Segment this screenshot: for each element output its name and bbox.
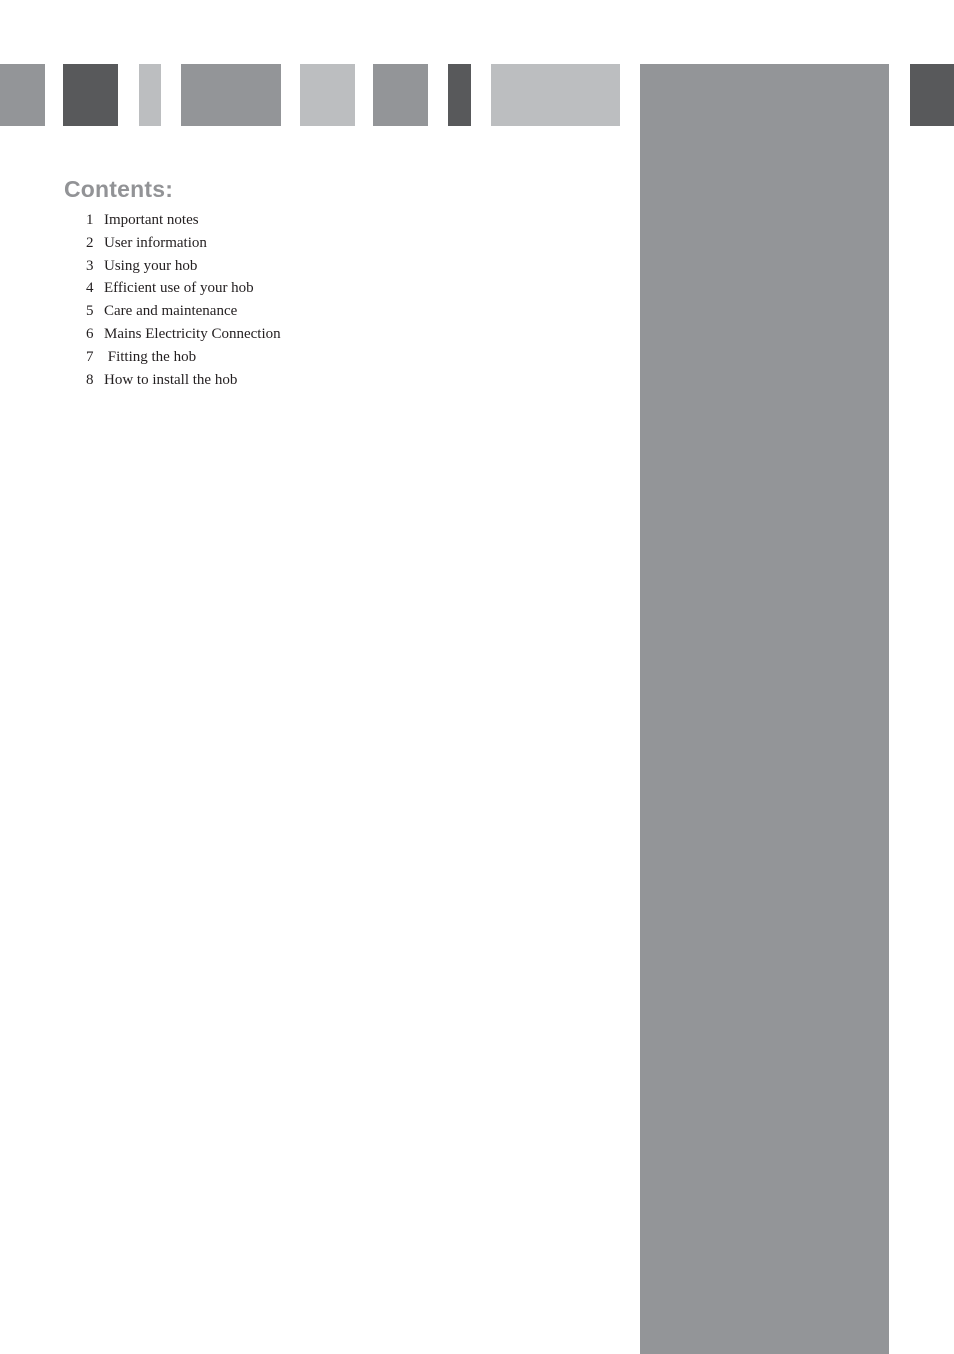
contents-item-number: 3 [86, 257, 94, 274]
contents-item [86, 346, 584, 369]
contents-item-number: 1 [86, 212, 94, 228]
contents-section [64, 176, 584, 391]
contents-item-label: Fitting the hob [104, 348, 197, 365]
header-block-3 [139, 64, 161, 126]
contents-item-number: 7 [86, 348, 94, 365]
contents-list [64, 209, 584, 391]
contents-item [86, 300, 584, 323]
contents-title: Contents: [64, 176, 174, 202]
contents-item-label: Care and maintenance [104, 303, 238, 320]
contents-item-label: Efficient use of your hob [104, 280, 254, 297]
contents-item-label: Mains Electricity Connection [104, 325, 281, 342]
sidebar-panel [640, 64, 889, 1354]
contents-item-number: 4 [86, 280, 94, 297]
contents-item-number: 6 [86, 325, 94, 342]
header-block-9 [910, 64, 954, 126]
contents-item-number: 2 [86, 234, 94, 251]
contents-item-label: User information [104, 234, 207, 251]
contents-item [86, 232, 584, 255]
contents-item-label: Important notes [104, 212, 199, 228]
contents-item [86, 323, 584, 346]
contents-item [86, 255, 584, 278]
header-block-7 [448, 64, 471, 126]
contents-item [86, 209, 584, 232]
contents-item [86, 277, 584, 300]
header-block-4 [181, 64, 281, 126]
header-block-2 [63, 64, 118, 126]
header-block-5 [300, 64, 355, 126]
contents-item-number: 8 [86, 371, 94, 388]
contents-item [86, 369, 584, 392]
header-block-8 [491, 64, 620, 126]
contents-item-label: Using your hob [104, 257, 198, 274]
contents-item-number: 5 [86, 303, 94, 320]
header-block-6 [373, 64, 428, 126]
contents-item-label: How to install the hob [104, 371, 238, 388]
header-block-1 [0, 64, 45, 126]
